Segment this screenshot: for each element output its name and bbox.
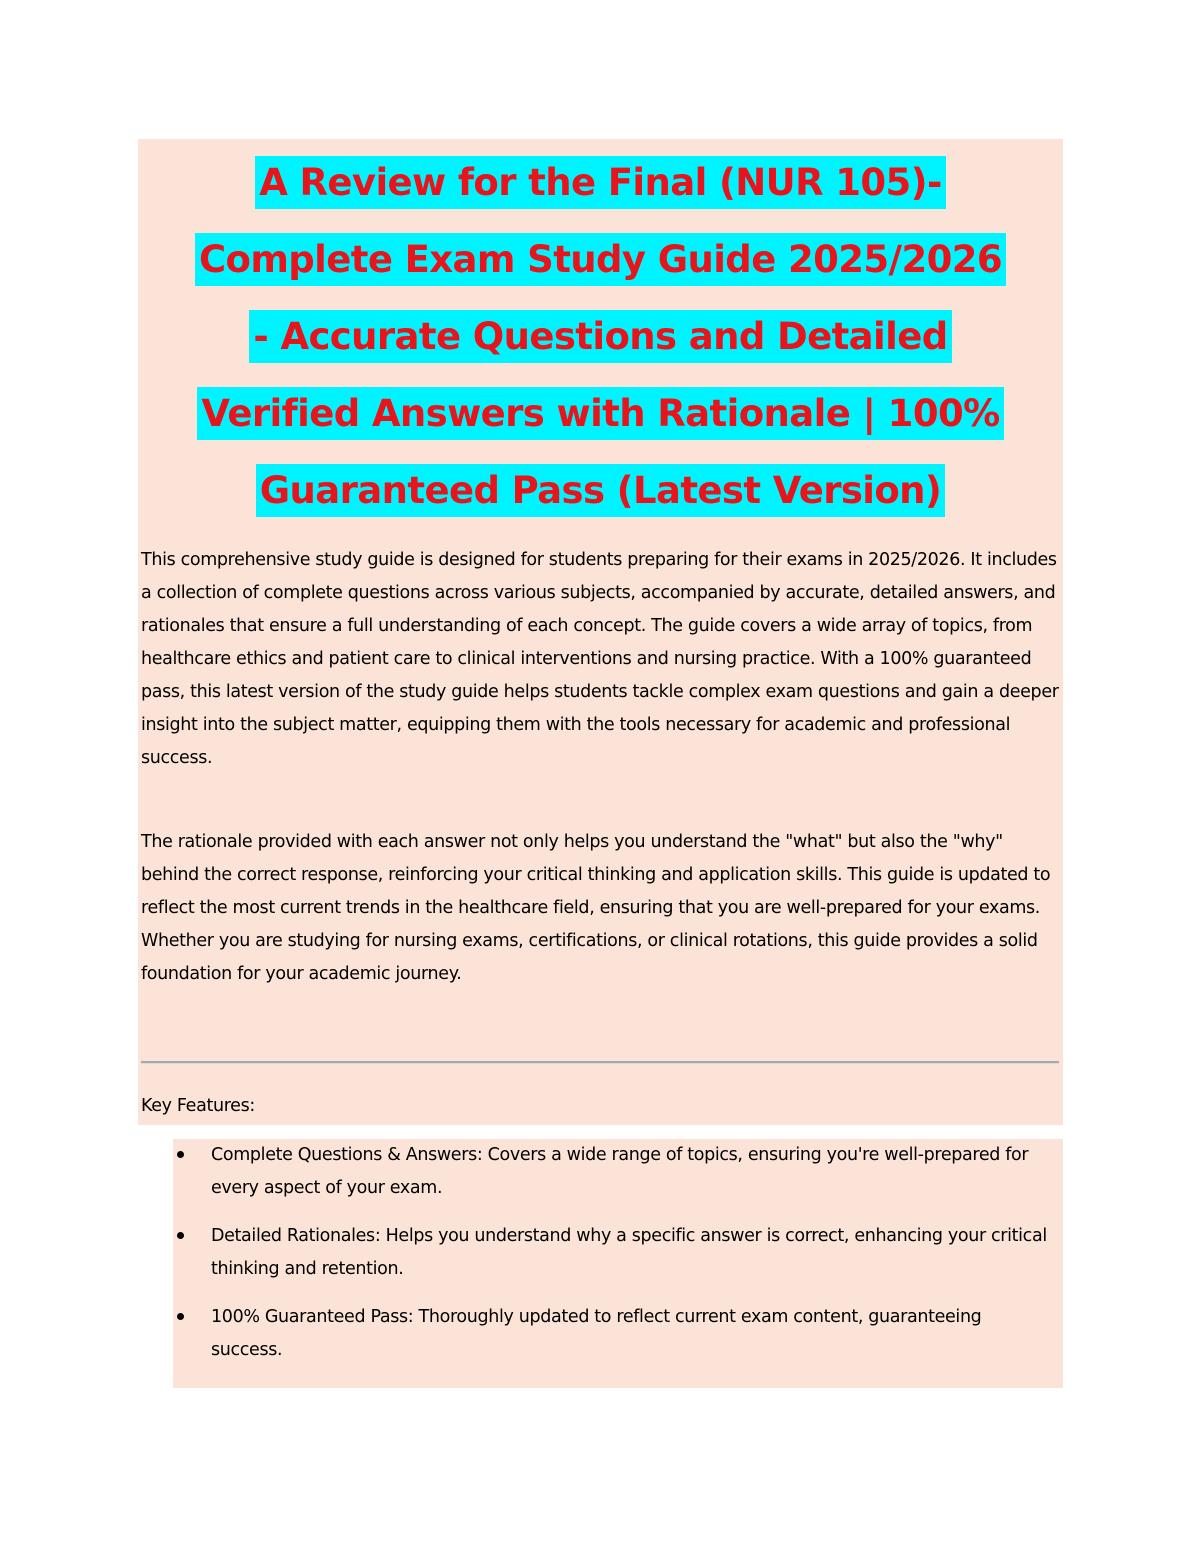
list-item <box>173 1301 1053 1367</box>
bullet-icon <box>177 1232 184 1239</box>
title-line-3: - Accurate Questions and Detailed <box>249 310 951 363</box>
feature-text: Complete Questions & Answers: Covers a wide range of topics, ensuring you're well-prepared for every aspect of your exam. <box>211 1145 1029 1198</box>
bullet-icon <box>177 1313 184 1320</box>
feature-text: 100% Guaranteed Pass: Thoroughly updated to reflect current exam content, guaranteeing success. <box>211 1307 982 1360</box>
title-line-1: A Review for the Final (NUR 105)- <box>255 156 946 209</box>
rationale-paragraph: The rationale provided with each answer not only helps you understand the "what" but also the "why" behind the correct response, reinforcing your critical thinking and application skills. This guide is updated to reflect the most current trends in the healthcare field, ensuring that you are well-prepared for your exams. Whether you are studying for nursing exams, certifications, or clinical rotations, this guide provides a solid foundation for your academic journey. <box>141 832 1051 984</box>
list-item <box>173 1220 1053 1286</box>
document-title <box>138 144 1063 529</box>
key-features-heading: Key Features: <box>141 1096 255 1116</box>
key-features-list <box>173 1139 1053 1382</box>
title-line-5: Guaranteed Pass (Latest Version) <box>256 464 945 517</box>
bullet-icon <box>177 1151 184 1158</box>
title-line-4: Verified Answers with Rationale | 100% <box>197 387 1003 440</box>
list-item <box>173 1139 1053 1205</box>
feature-text: Detailed Rationales: Helps you understand why a specific answer is correct, enhancing your critical thinking and retention. <box>211 1226 1047 1279</box>
intro-paragraph: This comprehensive study guide is designed for students preparing for their exams in 2025/2026. It includes a collection of complete questions across various subjects, accompanied by accurate, detailed answers, and rationales that ensure a full understanding of each concept. The guide covers a wide array of topics, from healthcare ethics and patient care to clinical interventions and nursing practice. With a 100% guaranteed pass, this latest version of the study guide helps students tackle complex exam questions and gain a deeper insight into the subject matter, equipping them with the tools necessary for academic and professional success. <box>141 550 1059 768</box>
title-line-2: Complete Exam Study Guide 2025/2026 <box>195 233 1006 286</box>
horizontal-divider <box>141 1061 1059 1064</box>
